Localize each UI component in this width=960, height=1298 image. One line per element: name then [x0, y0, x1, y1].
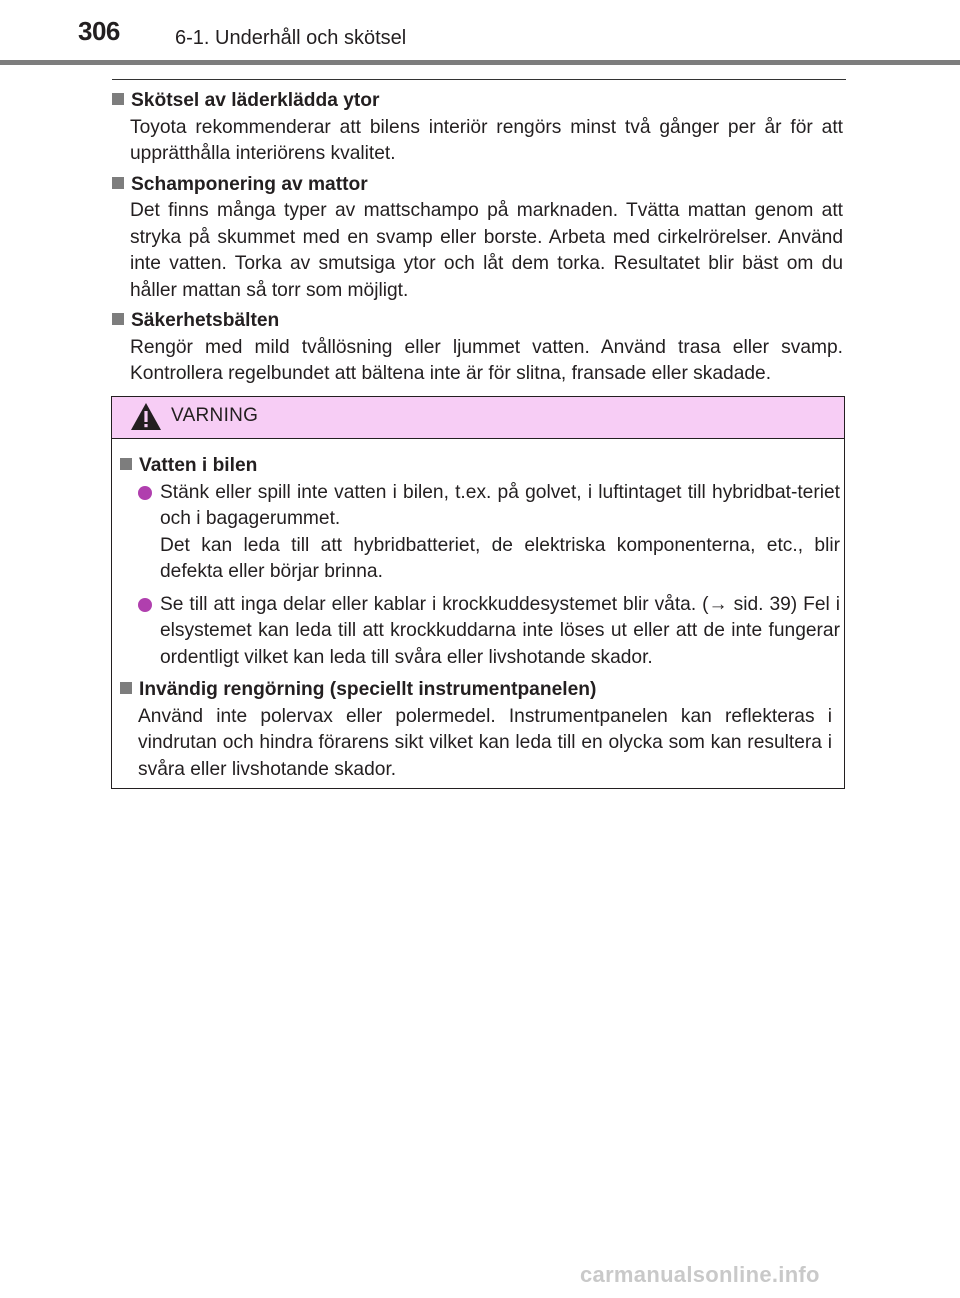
- item-heading: Schamponering av mattor: [131, 173, 368, 195]
- warning-item-water: [120, 453, 840, 671]
- main-content: [112, 88, 843, 392]
- warning-triangle-icon: [130, 402, 162, 431]
- section-seat-belts: [112, 308, 843, 388]
- square-bullet-icon: [112, 93, 124, 105]
- warning-heading-wrap: [120, 453, 840, 480]
- item-heading-wrap: [112, 88, 843, 115]
- content-rule: [112, 79, 846, 80]
- warning-point-text: [160, 480, 840, 586]
- item-heading-wrap: [112, 172, 843, 199]
- warning-content: [120, 453, 840, 787]
- circle-bullet-icon: [138, 486, 152, 500]
- warning-title: VARNING: [171, 405, 259, 426]
- warning-header: [112, 397, 844, 439]
- warning-item-heading: Invändig rengörning (speciellt instrumentpanelen): [139, 679, 597, 700]
- header-rule: [0, 60, 960, 65]
- section-leather-care: [112, 88, 843, 168]
- item-heading: Säkerhetsbälten: [131, 310, 280, 331]
- warning-item-heading: Vatten i bilen: [139, 455, 258, 476]
- square-bullet-icon: [112, 313, 124, 325]
- warning-point-line: Se till att inga delar eller kablar i krockkuddesystemet blir våta. (→ sid. 39) Fel i elsystemet kan leda till att krockkuddarna inte löses ut eller att de inte fungerar ordentligt vilket kan leda till svåra eller livshotande skador.: [160, 593, 840, 668]
- item-heading: Skötsel av läderklädda ytor: [131, 90, 380, 111]
- warning-box: [111, 396, 845, 789]
- warning-point-line: Det kan leda till att hybridbatteriet, de elektriska komponenterna, etc., blir defekta eller börjar brinna.: [160, 534, 840, 582]
- warning-item-interior-cleaning: [120, 677, 840, 783]
- warning-point-line: Stänk eller spill inte vatten i bilen, t.ex. på golvet, i luftintaget till hybridbat-teriet och i bagagerummet.: [160, 481, 840, 529]
- page-number: 306: [78, 16, 120, 46]
- section-title: 6-1. Underhåll och skötsel: [175, 27, 407, 49]
- item-body: Det finns många typer av mattschampo på marknaden. Tvätta mattan genom att stryka på skummet med en svamp eller borste. Arbeta med cirkelrörelser. Använd inte vatten. Torka av smutsiga ytor och låt dem torka. Resultatet blir bäst om du håller mattan så torr som möjligt.: [130, 200, 843, 301]
- watermark: carmanualsonline.info: [580, 1262, 820, 1287]
- warning-points: [138, 480, 840, 672]
- warning-heading-wrap: [120, 677, 840, 704]
- item-body: Toyota rekommenderar att bilens interiör rengörs minst två gånger per år för att upprätthålla interiörens kvalitet.: [130, 116, 843, 164]
- square-bullet-icon: [120, 458, 132, 470]
- item-heading-wrap: [112, 308, 843, 335]
- item-body: Rengör med mild tvållösning eller ljummet vatten. Använd trasa eller svamp. Kontrollera regelbundet att bältena inte är för slitna, fransade eller skadade.: [130, 336, 843, 384]
- section-carpet-shampoo: [112, 172, 843, 305]
- circle-bullet-icon: [138, 598, 152, 612]
- warning-point-text: [160, 592, 840, 672]
- warning-item-body: Använd inte polervax eller polermedel. Instrumentpanelen kan reflekteras i vindrutan och hindra förarens sikt vilket kan leda till en olycka som kan resultera i svåra eller livshotande skador.: [138, 705, 832, 780]
- warning-point: [138, 480, 840, 586]
- warning-point: [138, 592, 840, 672]
- square-bullet-icon: [112, 177, 124, 189]
- square-bullet-icon: [120, 682, 132, 694]
